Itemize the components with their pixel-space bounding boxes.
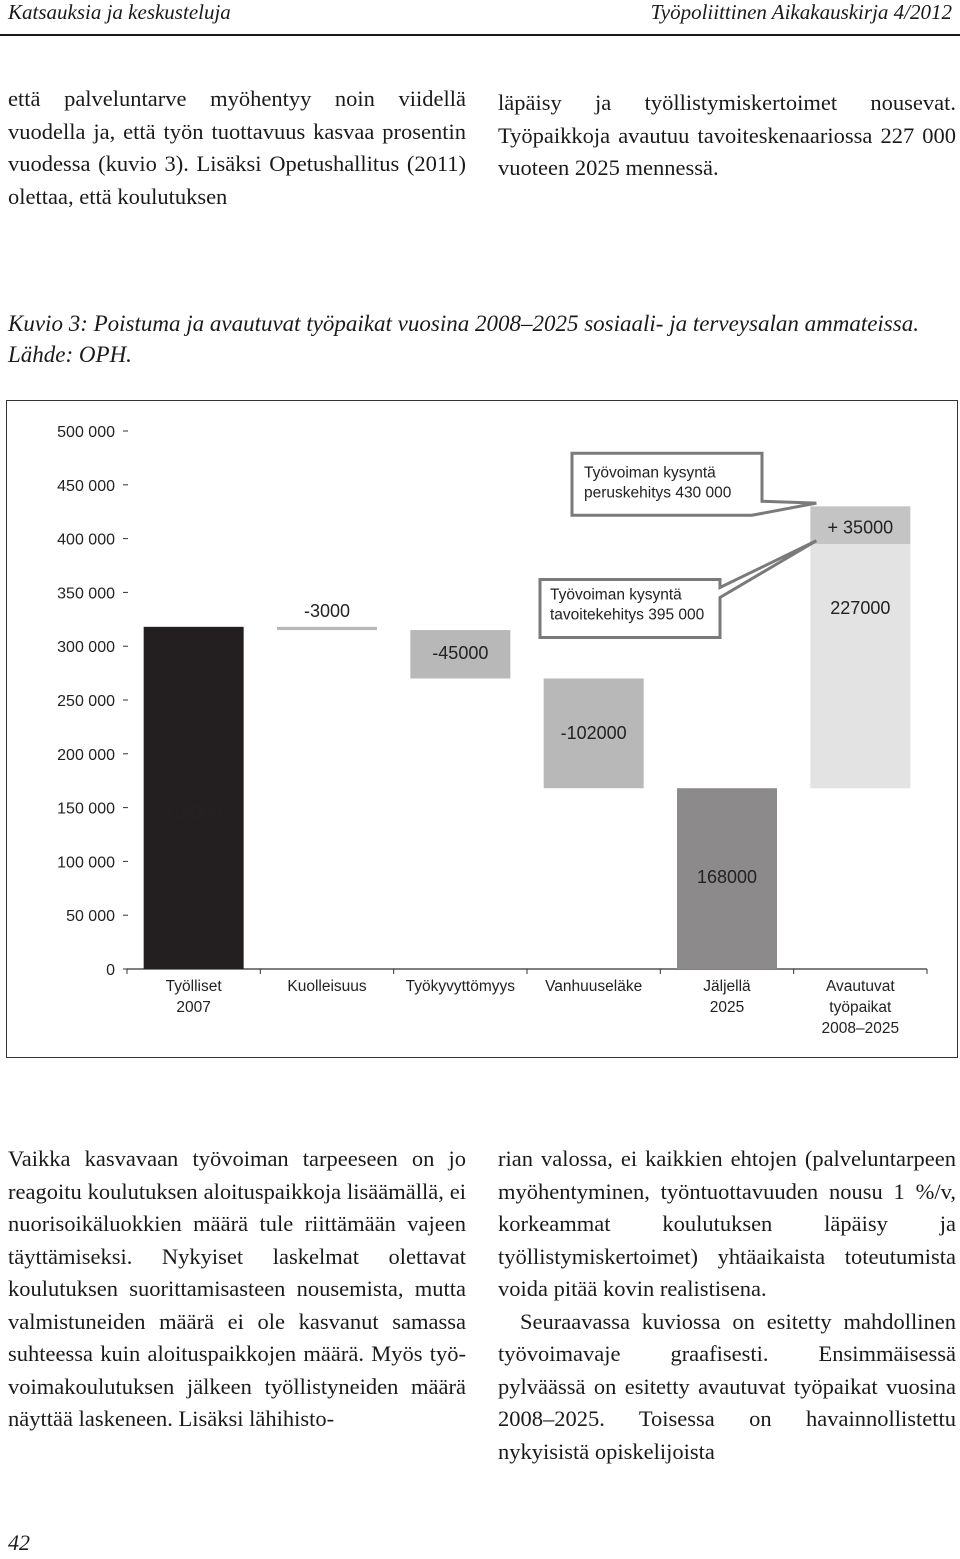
- bottom-right-column: [498, 1143, 956, 1468]
- y-tick-label: 100 000: [57, 854, 115, 872]
- y-tick-label: 450 000: [57, 477, 115, 495]
- bar-value-label: -3000: [303, 600, 351, 621]
- bar-value-label: -102000: [560, 722, 627, 743]
- bar-value-label: 318000: [161, 802, 222, 823]
- x-category-label: työpaikat: [829, 999, 892, 1016]
- callout-label-lower: Työvoiman kysyntä: [550, 586, 682, 604]
- chart-bar: [277, 627, 377, 630]
- x-category-label: Avautuvat: [826, 978, 895, 995]
- x-category-label: Jäljellä: [703, 978, 751, 995]
- bar-value-label: 168000: [696, 866, 758, 887]
- figure-caption: Kuvio 3: Poistuma ja avautuvat työpaikat vuosina 2008–2025 sosiaali- ja terveysalan ammateissa. Lähde: OPH.: [8, 311, 919, 367]
- x-category-label: 2007: [176, 999, 211, 1016]
- running-header-right: Työpoliittinen Aikakauskirja 4/2012: [650, 0, 952, 24]
- chart-bar: [144, 627, 244, 969]
- y-tick-label: 300 000: [57, 639, 115, 657]
- waterfall-chart: [7, 401, 959, 1059]
- callout-label-upper: peruskehitys 430 000: [584, 484, 732, 502]
- y-tick-label: 400 000: [57, 531, 115, 549]
- bar-value-label: + 35000: [827, 517, 894, 538]
- x-category-label: Työlliset: [165, 978, 222, 995]
- y-tick-label: 0: [106, 962, 115, 979]
- running-header-left: Katsauksia ja keskusteluja: [8, 0, 231, 24]
- y-tick-label: 500 000: [57, 424, 115, 441]
- bar-value-label: -45000: [432, 643, 489, 664]
- chart-bar: [810, 544, 910, 788]
- y-tick-label: 50 000: [66, 908, 115, 926]
- top-right-column: [498, 87, 956, 185]
- x-category-label: 2025: [709, 999, 745, 1016]
- paragraph: läpäisy ja työllistymiskertoimet nousevat. Työpaikkoja avautuu tavoiteskenaariossa 227 000 vuoteen 2025 mennessä.: [498, 90, 956, 180]
- top-left-column: [8, 83, 466, 213]
- paragraph: Seuraavassa kuviossa on esitetty mahdollinen työvoimavaje graafisesti. Ensimmäisessä pylväässä on esitetty avautuvat työpaikat vuosina 2008–2025. Toisessa on havainnollistettu nykyisistä opiskelijoista: [498, 1308, 956, 1464]
- header-rule: [0, 34, 960, 36]
- page-number: 42: [8, 1530, 30, 1555]
- y-tick-label: 200 000: [57, 746, 115, 764]
- bottom-left-column: [8, 1143, 466, 1436]
- chart-frame: [6, 400, 958, 1058]
- x-category-label: Kuolleisuus: [287, 978, 367, 995]
- y-tick-label: 150 000: [57, 800, 115, 818]
- bar-value-label: 227000: [830, 597, 891, 618]
- y-tick-label: 350 000: [57, 585, 115, 603]
- paragraph: Vaikka kasvavaan työvoiman tarpeeseen on jo reagoitu koulutuksen aloituspaikkoja lisäämällä, ei nuorisoikäluokkien määrä tule riittämään vajeen täyttämiseksi. Nykyiset laskelmat olettavat koulutuksen suorittamisasteen nousemista, mutta valmistuneiden määrä ei ole kasvanut samassa suhteessa kuin aloituspaikkojen määrä. Myös työvoimakoulutuksen jälkeen työllistyneiden määrä näyttää laskeneen. Lisäksi lähihisto-: [8, 1146, 466, 1431]
- paragraph: että palveluntarve myöhentyy noin viidellä vuodella ja, että työn tuottavuus kasvaa prosentin vuodessa (kuvio 3). Lisäksi Opetushallitus (2011) olettaa, että koulutuksen: [8, 86, 466, 209]
- x-category-label: 2008–2025: [821, 1020, 900, 1037]
- x-category-label: Vanhuuseläke: [545, 978, 643, 995]
- callout-label-upper: Työvoiman kysyntä: [584, 464, 716, 482]
- y-tick-label: 250 000: [57, 693, 115, 710]
- paragraph: rian valossa, ei kaikkien ehtojen (palveluntarpeen myöhentyminen, työntuottavuuden nousu 1 %/v, korkeammat koulutuksen läpäisy ja työllistymiskertoimet) yhtäaikaista toteutumista voida pitää kovin realistisena.: [498, 1146, 956, 1301]
- callout-label-lower: tavoitekehitys 395 000: [550, 606, 705, 624]
- x-category-label: Työkyvyttömyys: [405, 978, 516, 995]
